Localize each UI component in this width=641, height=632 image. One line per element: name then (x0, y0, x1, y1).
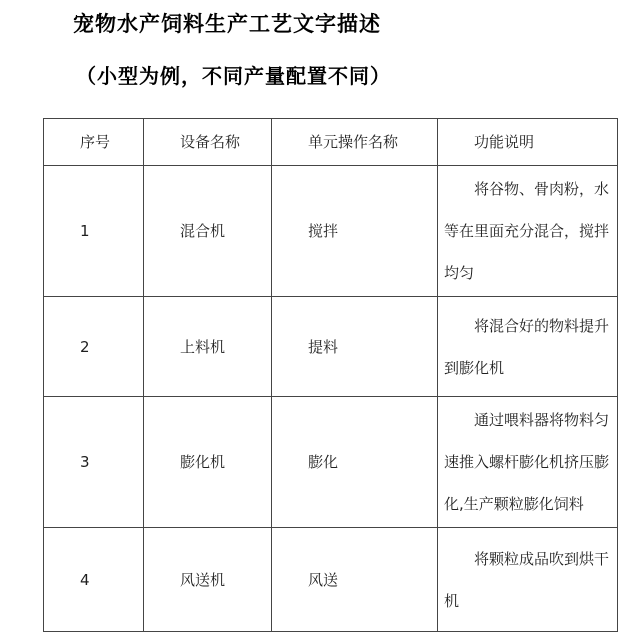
header-function: 功能说明 (438, 119, 618, 166)
cell-no: 3 (44, 397, 144, 528)
table-row (44, 397, 618, 528)
cell-description: 将颗粒成品吹到烘干机 (438, 528, 618, 632)
cell-no: 2 (44, 297, 144, 397)
table-row (44, 166, 618, 297)
table-header-row (44, 119, 618, 166)
page-subtitle: （小型为例，不同产量配置不同） (76, 64, 391, 88)
header-equipment: 设备名称 (144, 119, 272, 166)
table-row (44, 297, 618, 397)
cell-description: 通过喂料器将物料匀速推入螺杆膨化机挤压膨化,生产颗粒膨化饲料 (438, 397, 618, 528)
cell-description: 将混合好的物料提升到膨化机 (438, 297, 618, 397)
cell-equipment: 膨化机 (144, 397, 272, 528)
table-row (44, 528, 618, 632)
cell-no: 1 (44, 166, 144, 297)
process-table (43, 118, 618, 632)
cell-description: 将谷物、骨肉粉，水等在里面充分混合，搅拌均匀 (438, 166, 618, 297)
cell-operation: 膨化 (272, 397, 438, 528)
header-operation: 单元操作名称 (272, 119, 438, 166)
cell-operation: 搅拌 (272, 166, 438, 297)
header-no: 序号 (44, 119, 144, 166)
page-title: 宠物水产饲料生产工艺文字描述 (73, 11, 381, 36)
cell-operation: 风送 (272, 528, 438, 632)
cell-equipment: 上料机 (144, 297, 272, 397)
cell-operation: 提料 (272, 297, 438, 397)
cell-equipment: 风送机 (144, 528, 272, 632)
cell-no: 4 (44, 528, 144, 632)
cell-equipment: 混合机 (144, 166, 272, 297)
